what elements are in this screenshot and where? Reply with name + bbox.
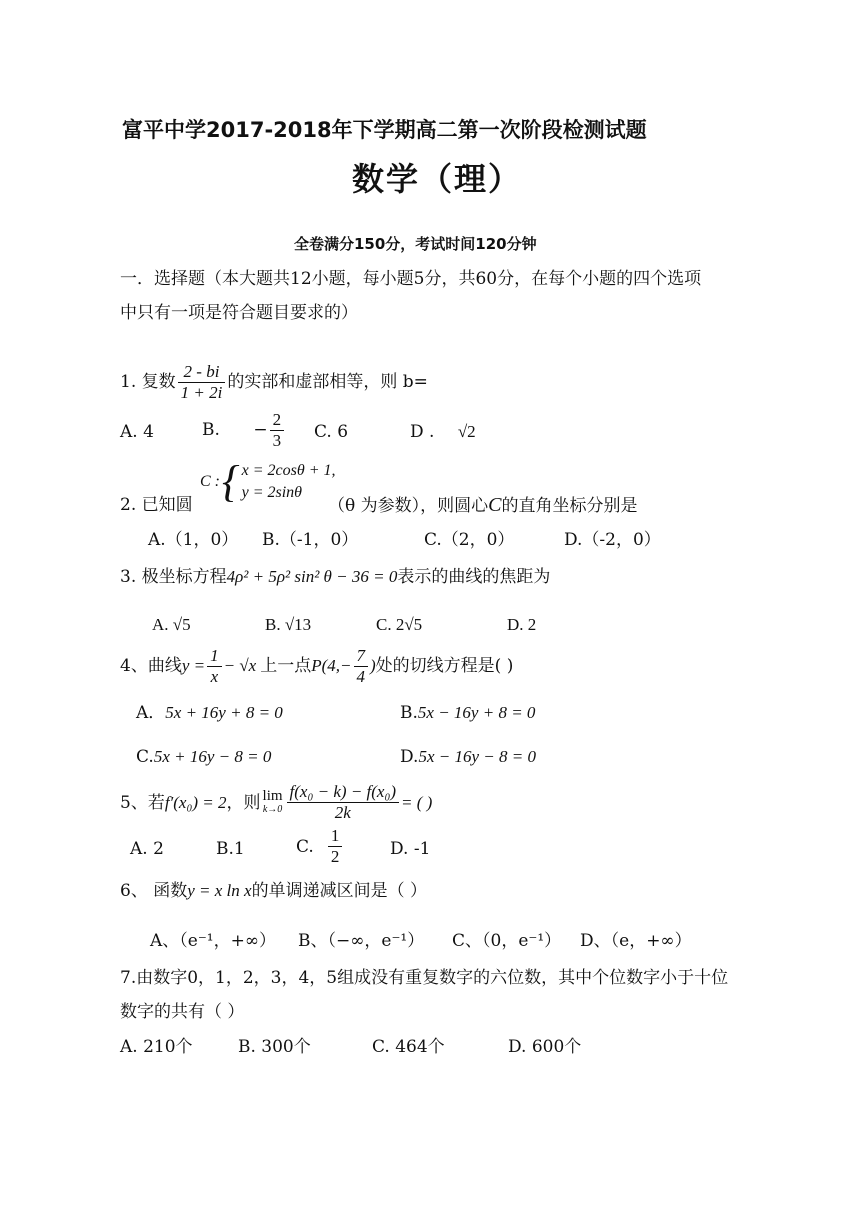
q4-option-c-label: C. [136,747,154,767]
question-7-line2: 数字的共有（ ） [120,1002,245,1022]
q4-option-b [400,702,535,724]
q5-given: f′(x₀) = 2 [164,792,227,812]
q4-option-b-label: B. [400,703,418,723]
q1-fraction [178,362,226,403]
q1-option-b-fraction [270,410,285,451]
q1-fraction-denominator: 1 + 2i [180,383,223,402]
q5-denominator: 2k [334,803,351,822]
q3-prefix: 3. 极坐标方程 [120,567,227,587]
q4-option-d [400,746,536,768]
q1-option-b-label: B. [202,420,220,440]
q4-option-a [136,702,283,724]
q2-option-a: A.（1，0） [148,530,239,550]
q4-option-c [136,746,271,768]
q2-middle: （θ 为参数），则圆心 [328,496,489,516]
q2-system-line1: x = 2cosθ + 1, [241,462,336,479]
q6-prefix: 6、 函数 [120,881,188,901]
q6-option-a: A、（e⁻¹，+∞） [150,931,277,951]
exam-info: 全卷满分150分，考试时间120分钟 [294,235,537,253]
q6-option-b: B、（−∞，e⁻¹） [298,931,425,951]
q5-option-c [296,826,344,867]
q5-limit-subscript: k→0 [262,803,283,815]
q4-curve-rest: − √x [223,656,257,675]
question-5 [120,782,432,823]
q2-center-var: C [488,494,502,516]
q2-system-prefix: C : [200,473,220,490]
q4-curve-lhs: y = [181,656,206,675]
q3-option-b: B. √13 [265,615,312,634]
q2-system-line2: y = 2sinθ [241,484,303,501]
q2-option-b: B.（-1，0） [262,530,359,550]
q1-option-a: A. 4 [120,422,154,442]
q6-option-c: C、（0，e⁻¹） [452,931,562,951]
q2-option-c: C.（2，0） [424,530,515,550]
q6-function: y = x ln x [187,881,252,900]
question-6 [120,880,427,902]
question-3 [120,566,550,588]
q7-option-d: D. 600个 [508,1037,582,1057]
question-1 [120,362,428,403]
q5-option-c-numerator: 1 [328,826,343,847]
q1-option-d-value: √2 [457,422,476,441]
q1-option-b-minus: − [253,420,268,440]
q5-option-d: D. -1 [390,839,431,859]
q5-limit [263,789,283,817]
q7-option-b: B. 300个 [238,1037,311,1057]
subject-title: 数学（理） [352,160,523,198]
q3-equation: 4ρ² + 5ρ² sin² θ − 36 = 0 [226,567,398,586]
q4-option-c-value: 5x + 16y − 8 = 0 [153,747,272,766]
q1-prefix: 1. 复数 [120,372,176,392]
q7-option-a: A. 210个 [120,1037,193,1057]
question-7-line1: 7.由数字0，1，2，3，4，5组成没有重复数字的六位数，其中个位数字小于十位 [120,968,729,988]
q5-option-b: B.1 [216,839,245,859]
q2-parametric-system [200,457,336,506]
q4-point-denominator: 4 [356,667,365,686]
q4-suffix: 处的切线方程是( ) [375,656,514,676]
q4-point-numerator: 7 [354,646,369,667]
question-4 [120,646,513,687]
left-brace-icon: { [222,457,240,506]
q2-prefix: 2. 已知圆 [120,495,193,515]
question-2-text [328,494,637,517]
q4-option-a-value: 5x + 16y + 8 = 0 [165,703,283,722]
q5-numerator: f(x₀ − k) − f(x₀) [287,782,400,803]
q4-option-b-value: 5x − 16y + 8 = 0 [417,703,536,722]
q5-limit-label: lim [262,787,283,804]
q4-point-fraction [354,646,369,687]
q4-point-pre: P(4,− [311,656,352,675]
q1-option-b-numerator: 2 [270,410,285,431]
q5-suffix: = ( ) [401,792,433,812]
q4-middle: 上一点 [260,656,312,676]
section-instructions-line2: 中只有一项是符合题目要求的） [120,303,358,323]
q3-option-d: D. 2 [507,615,537,634]
q5-option-a: A. 2 [130,839,164,859]
q4-point-post: ) [370,656,376,675]
q1-fraction-numerator: 2 - bi [178,362,226,383]
q2-suffix: 的直角坐标分别是 [501,496,638,516]
q5-mid: ，则 [226,792,261,813]
q2-option-d: D.（-2，0） [564,530,661,550]
q3-suffix: 表示的曲线的焦距为 [397,567,551,587]
q3-option-c: C. 2√5 [376,615,423,634]
q4-curve-denominator: x [210,667,219,686]
q4-option-d-value: 5x − 16y − 8 = 0 [418,747,536,766]
section-instructions-line1: 一．选择题（本大题共12小题，每小题5分，共60分，在每个小题的四个选项 [120,269,702,289]
q7-option-c: C. 464个 [372,1037,445,1057]
q1-option-d [410,421,476,443]
q5-fraction [287,782,400,823]
q1-option-b-denominator: 3 [272,431,282,450]
q3-option-a: A. √5 [152,615,191,634]
q4-curve-fraction [207,646,222,687]
q5-option-c-label: C. [296,836,314,857]
q1-option-d-label: D . [410,422,435,442]
q4-option-d-label: D. [400,747,419,767]
q5-prefix: 5、若 [120,792,165,813]
q6-suffix: 的单调递减区间是（ ） [251,881,427,901]
q5-option-c-denominator: 2 [330,847,340,866]
q4-option-a-label: A． [136,703,166,723]
q1-option-c: C. 6 [314,422,349,442]
q4-curve-numerator: 1 [207,646,222,667]
q1-option-b [202,410,286,451]
q6-option-d: D、（e，+∞） [580,931,692,951]
exam-title: 富平中学2017-2018年下学期高二第一次阶段检测试题 [122,118,647,142]
q5-option-c-fraction [328,826,343,867]
q4-prefix: 4、曲线 [120,656,182,676]
q1-suffix: 的实部和虚部相等，则 b= [227,372,428,392]
